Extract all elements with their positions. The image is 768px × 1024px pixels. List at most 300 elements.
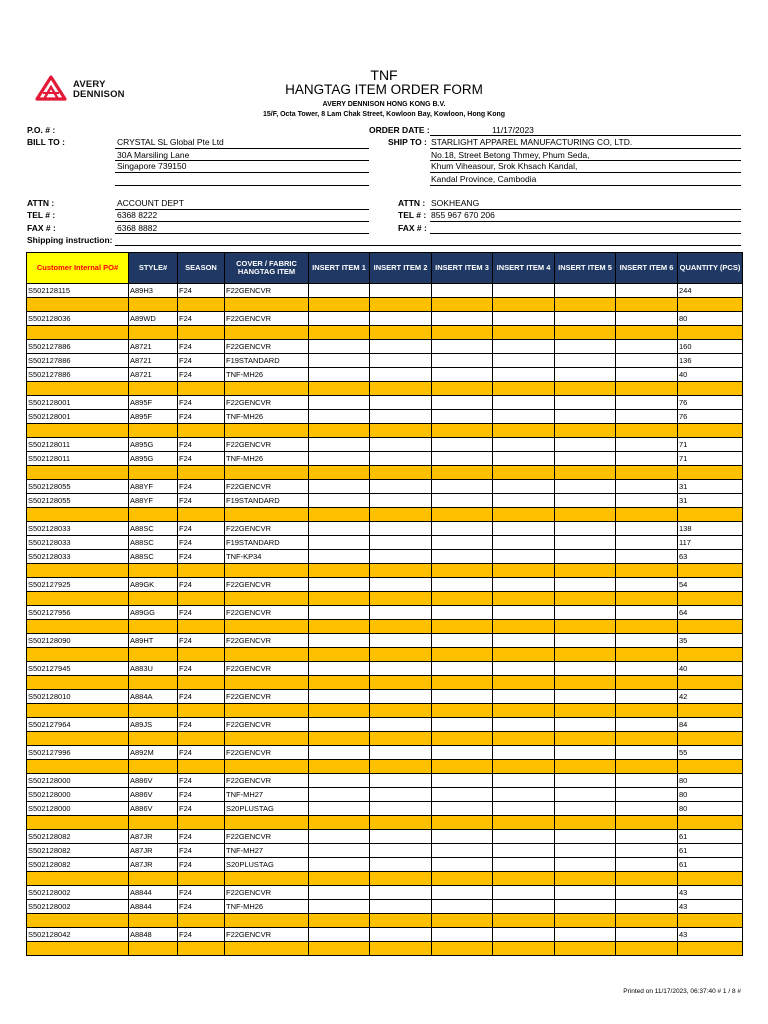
table-row bbox=[27, 746, 743, 760]
cell-customer-po: S502128115 bbox=[27, 284, 129, 298]
separator-cell bbox=[432, 732, 493, 746]
shipping-instruction-label: Shipping instruction: bbox=[27, 235, 113, 245]
table-row bbox=[27, 284, 743, 298]
separator-cell bbox=[555, 942, 616, 956]
separator-cell bbox=[225, 564, 309, 578]
separator-cell bbox=[27, 760, 129, 774]
separator-cell bbox=[129, 914, 178, 928]
cell-style: A886V bbox=[129, 788, 178, 802]
cell-season: F24 bbox=[178, 536, 225, 550]
bill-to-line-3: Singapore 739150 bbox=[117, 161, 187, 171]
separator-cell bbox=[129, 592, 178, 606]
cell-cover-item: TNF-MH27 bbox=[225, 788, 309, 802]
cell-insert-item-2 bbox=[370, 312, 432, 326]
cell-quantity: 80 bbox=[678, 774, 743, 788]
cell-season: F24 bbox=[178, 396, 225, 410]
separator-cell bbox=[27, 326, 129, 340]
cell-insert-item-4 bbox=[493, 900, 555, 914]
separator-cell bbox=[678, 298, 743, 312]
cell-insert-item-3 bbox=[432, 452, 493, 466]
separator-cell bbox=[225, 326, 309, 340]
cell-insert-item-2 bbox=[370, 536, 432, 550]
cell-cover-item: TNF-MH26 bbox=[225, 452, 309, 466]
separator-cell bbox=[27, 466, 129, 480]
separator-cell bbox=[616, 648, 678, 662]
cell-quantity: 43 bbox=[678, 886, 743, 900]
cell-insert-item-3 bbox=[432, 858, 493, 872]
cell-cover-item: TNF-MH26 bbox=[225, 900, 309, 914]
cell-quantity: 136 bbox=[678, 354, 743, 368]
separator-cell bbox=[309, 872, 370, 886]
cell-insert-item-6 bbox=[616, 480, 678, 494]
ship-fax-label: FAX # : bbox=[398, 223, 427, 233]
cell-insert-item-1 bbox=[309, 368, 370, 382]
cell-insert-item-1 bbox=[309, 690, 370, 704]
cell-insert-item-1 bbox=[309, 452, 370, 466]
cell-insert-item-4 bbox=[493, 802, 555, 816]
separator-cell bbox=[370, 732, 432, 746]
separator-cell bbox=[493, 620, 555, 634]
separator-cell bbox=[432, 816, 493, 830]
cell-insert-item-2 bbox=[370, 844, 432, 858]
separator-cell bbox=[432, 704, 493, 718]
cell-quantity: 42 bbox=[678, 690, 743, 704]
separator-cell bbox=[178, 564, 225, 578]
tel-value: 6368 8222 bbox=[117, 210, 158, 220]
separator-cell bbox=[678, 872, 743, 886]
cell-insert-item-4 bbox=[493, 606, 555, 620]
cell-customer-po: S502127945 bbox=[27, 662, 129, 676]
separator-cell bbox=[678, 816, 743, 830]
group-separator-row bbox=[27, 676, 743, 690]
cell-insert-item-1 bbox=[309, 606, 370, 620]
separator-cell bbox=[225, 732, 309, 746]
separator-cell bbox=[493, 508, 555, 522]
cell-style: A8848 bbox=[129, 928, 178, 942]
separator-cell bbox=[27, 424, 129, 438]
cell-cover-item: F22GENCVR bbox=[225, 774, 309, 788]
separator-cell bbox=[178, 704, 225, 718]
cell-insert-item-6 bbox=[616, 830, 678, 844]
separator-cell bbox=[493, 732, 555, 746]
separator-cell bbox=[27, 508, 129, 522]
cell-insert-item-1 bbox=[309, 802, 370, 816]
bill-to-line-1: CRYSTAL SL Global Pte Ltd bbox=[117, 137, 224, 147]
separator-cell bbox=[178, 816, 225, 830]
cell-insert-item-2 bbox=[370, 746, 432, 760]
cell-insert-item-6 bbox=[616, 788, 678, 802]
cell-season: F24 bbox=[178, 606, 225, 620]
cell-insert-item-4 bbox=[493, 550, 555, 564]
separator-cell bbox=[616, 704, 678, 718]
cell-cover-item: F22GENCVR bbox=[225, 284, 309, 298]
cell-insert-item-2 bbox=[370, 410, 432, 424]
cell-insert-item-6 bbox=[616, 802, 678, 816]
cell-insert-item-2 bbox=[370, 368, 432, 382]
separator-cell bbox=[678, 424, 743, 438]
divider bbox=[430, 233, 741, 234]
separator-cell bbox=[129, 620, 178, 634]
divider bbox=[115, 185, 369, 186]
separator-cell bbox=[27, 676, 129, 690]
separator-cell bbox=[370, 326, 432, 340]
separator-cell bbox=[616, 620, 678, 634]
table-row bbox=[27, 396, 743, 410]
table-row bbox=[27, 452, 743, 466]
separator-cell bbox=[178, 872, 225, 886]
separator-cell bbox=[225, 872, 309, 886]
cell-customer-po: S502128042 bbox=[27, 928, 129, 942]
cell-insert-item-1 bbox=[309, 284, 370, 298]
cell-insert-item-4 bbox=[493, 690, 555, 704]
separator-cell bbox=[370, 424, 432, 438]
cell-insert-item-3 bbox=[432, 550, 493, 564]
table-row bbox=[27, 802, 743, 816]
cell-style: A8721 bbox=[129, 368, 178, 382]
separator-cell bbox=[616, 382, 678, 396]
table-row bbox=[27, 410, 743, 424]
cell-insert-item-2 bbox=[370, 522, 432, 536]
separator-cell bbox=[616, 760, 678, 774]
cell-insert-item-6 bbox=[616, 396, 678, 410]
cell-insert-item-4 bbox=[493, 830, 555, 844]
cell-insert-item-4 bbox=[493, 368, 555, 382]
separator-cell bbox=[616, 326, 678, 340]
cell-season: F24 bbox=[178, 830, 225, 844]
tel-label: TEL # : bbox=[27, 210, 56, 220]
cell-insert-item-2 bbox=[370, 830, 432, 844]
cell-insert-item-3 bbox=[432, 606, 493, 620]
cell-customer-po: S502128002 bbox=[27, 900, 129, 914]
separator-cell bbox=[27, 298, 129, 312]
cell-style: A89WD bbox=[129, 312, 178, 326]
separator-cell bbox=[616, 564, 678, 578]
separator-cell bbox=[309, 704, 370, 718]
separator-cell bbox=[493, 816, 555, 830]
separator-cell bbox=[555, 592, 616, 606]
separator-cell bbox=[129, 298, 178, 312]
table-row bbox=[27, 340, 743, 354]
cell-quantity: 61 bbox=[678, 844, 743, 858]
separator-cell bbox=[309, 508, 370, 522]
cell-insert-item-2 bbox=[370, 480, 432, 494]
cell-cover-item: F22GENCVR bbox=[225, 522, 309, 536]
cell-quantity: 31 bbox=[678, 494, 743, 508]
cell-insert-item-5 bbox=[555, 858, 616, 872]
separator-cell bbox=[493, 760, 555, 774]
separator-cell bbox=[225, 620, 309, 634]
cell-season: F24 bbox=[178, 438, 225, 452]
separator-cell bbox=[225, 382, 309, 396]
cell-style: A895F bbox=[129, 396, 178, 410]
cell-insert-item-4 bbox=[493, 312, 555, 326]
table-row bbox=[27, 438, 743, 452]
cell-insert-item-4 bbox=[493, 774, 555, 788]
group-separator-row bbox=[27, 942, 743, 956]
cell-season: F24 bbox=[178, 900, 225, 914]
cell-cover-item: TNF-KP34 bbox=[225, 550, 309, 564]
cell-insert-item-5 bbox=[555, 900, 616, 914]
cell-cover-item: F19STANDARD bbox=[225, 494, 309, 508]
cell-style: A88SC bbox=[129, 536, 178, 550]
cell-season: F24 bbox=[178, 312, 225, 326]
separator-cell bbox=[555, 508, 616, 522]
separator-cell bbox=[27, 648, 129, 662]
cell-insert-item-2 bbox=[370, 858, 432, 872]
group-separator-row bbox=[27, 732, 743, 746]
cell-insert-item-2 bbox=[370, 718, 432, 732]
cell-insert-item-6 bbox=[616, 312, 678, 326]
separator-cell bbox=[225, 760, 309, 774]
cell-insert-item-3 bbox=[432, 494, 493, 508]
cell-customer-po: S502128000 bbox=[27, 774, 129, 788]
separator-cell bbox=[370, 816, 432, 830]
separator-cell bbox=[27, 732, 129, 746]
cell-style: A883U bbox=[129, 662, 178, 676]
cell-insert-item-5 bbox=[555, 886, 616, 900]
separator-cell bbox=[432, 942, 493, 956]
cell-style: A87JR bbox=[129, 844, 178, 858]
cell-insert-item-5 bbox=[555, 690, 616, 704]
cell-cover-item: F22GENCVR bbox=[225, 578, 309, 592]
cell-insert-item-5 bbox=[555, 746, 616, 760]
separator-cell bbox=[493, 592, 555, 606]
separator-cell bbox=[555, 648, 616, 662]
cell-insert-item-1 bbox=[309, 396, 370, 410]
cell-insert-item-1 bbox=[309, 830, 370, 844]
cell-cover-item: TNF-MH26 bbox=[225, 410, 309, 424]
separator-cell bbox=[493, 298, 555, 312]
cell-quantity: 76 bbox=[678, 396, 743, 410]
separator-cell bbox=[432, 872, 493, 886]
cell-insert-item-6 bbox=[616, 844, 678, 858]
cell-insert-item-5 bbox=[555, 438, 616, 452]
cell-insert-item-4 bbox=[493, 396, 555, 410]
cell-insert-item-2 bbox=[370, 690, 432, 704]
cell-style: A895G bbox=[129, 438, 178, 452]
separator-cell bbox=[178, 914, 225, 928]
cell-insert-item-4 bbox=[493, 662, 555, 676]
separator-cell bbox=[129, 760, 178, 774]
cell-season: F24 bbox=[178, 284, 225, 298]
divider bbox=[115, 148, 369, 149]
cell-cover-item: TNF-MH26 bbox=[225, 368, 309, 382]
group-separator-row bbox=[27, 382, 743, 396]
attn-value: ACCOUNT DEPT bbox=[117, 198, 184, 208]
separator-cell bbox=[225, 466, 309, 480]
divider bbox=[430, 148, 741, 149]
separator-cell bbox=[432, 508, 493, 522]
cell-quantity: 80 bbox=[678, 312, 743, 326]
separator-cell bbox=[678, 914, 743, 928]
group-separator-row bbox=[27, 564, 743, 578]
separator-cell bbox=[432, 382, 493, 396]
cell-insert-item-2 bbox=[370, 578, 432, 592]
cell-season: F24 bbox=[178, 788, 225, 802]
separator-cell bbox=[27, 942, 129, 956]
separator-cell bbox=[432, 760, 493, 774]
cell-insert-item-3 bbox=[432, 480, 493, 494]
separator-cell bbox=[678, 942, 743, 956]
cell-style: A88SC bbox=[129, 550, 178, 564]
cell-insert-item-2 bbox=[370, 886, 432, 900]
cell-insert-item-3 bbox=[432, 536, 493, 550]
separator-cell bbox=[616, 466, 678, 480]
cell-cover-item: F22GENCVR bbox=[225, 312, 309, 326]
cell-season: F24 bbox=[178, 578, 225, 592]
cell-season: F24 bbox=[178, 522, 225, 536]
cell-insert-item-4 bbox=[493, 634, 555, 648]
cell-cover-item: F22GENCVR bbox=[225, 928, 309, 942]
table-row bbox=[27, 844, 743, 858]
ship-tel-value: 855 967 670 206 bbox=[431, 210, 495, 220]
table-row bbox=[27, 662, 743, 676]
bill-to-label: BILL TO : bbox=[27, 137, 65, 147]
separator-cell bbox=[309, 942, 370, 956]
cell-insert-item-1 bbox=[309, 522, 370, 536]
order-table-body bbox=[27, 284, 743, 956]
separator-cell bbox=[678, 620, 743, 634]
cell-style: A89HT bbox=[129, 634, 178, 648]
cell-insert-item-1 bbox=[309, 536, 370, 550]
cell-insert-item-5 bbox=[555, 844, 616, 858]
cell-insert-item-1 bbox=[309, 340, 370, 354]
cell-insert-item-2 bbox=[370, 928, 432, 942]
cell-style: A8844 bbox=[129, 900, 178, 914]
cell-cover-item: F22GENCVR bbox=[225, 606, 309, 620]
cell-insert-item-3 bbox=[432, 690, 493, 704]
cell-season: F24 bbox=[178, 718, 225, 732]
separator-cell bbox=[178, 592, 225, 606]
separator-cell bbox=[309, 424, 370, 438]
cell-insert-item-6 bbox=[616, 690, 678, 704]
cell-insert-item-5 bbox=[555, 452, 616, 466]
cell-insert-item-5 bbox=[555, 774, 616, 788]
separator-cell bbox=[432, 424, 493, 438]
separator-cell bbox=[555, 816, 616, 830]
separator-cell bbox=[309, 760, 370, 774]
table-row bbox=[27, 480, 743, 494]
cell-style: A886V bbox=[129, 774, 178, 788]
cell-insert-item-4 bbox=[493, 410, 555, 424]
bill-to-line-2: 30A Marsiling Lane bbox=[117, 150, 190, 160]
cell-quantity: 71 bbox=[678, 452, 743, 466]
separator-cell bbox=[555, 564, 616, 578]
cell-insert-item-6 bbox=[616, 718, 678, 732]
cell-style: A87JR bbox=[129, 858, 178, 872]
table-row bbox=[27, 606, 743, 620]
cell-insert-item-1 bbox=[309, 550, 370, 564]
separator-cell bbox=[555, 466, 616, 480]
cell-insert-item-3 bbox=[432, 522, 493, 536]
divider bbox=[430, 221, 741, 222]
cell-insert-item-5 bbox=[555, 662, 616, 676]
separator-cell bbox=[555, 326, 616, 340]
divider bbox=[430, 135, 741, 136]
separator-cell bbox=[432, 592, 493, 606]
cell-season: F24 bbox=[178, 410, 225, 424]
cell-season: F24 bbox=[178, 774, 225, 788]
cell-customer-po: S502127956 bbox=[27, 606, 129, 620]
separator-cell bbox=[555, 424, 616, 438]
separator-cell bbox=[225, 592, 309, 606]
separator-cell bbox=[309, 564, 370, 578]
cell-insert-item-3 bbox=[432, 662, 493, 676]
group-separator-row bbox=[27, 298, 743, 312]
cell-customer-po: S502128010 bbox=[27, 690, 129, 704]
cell-insert-item-5 bbox=[555, 928, 616, 942]
cell-insert-item-5 bbox=[555, 522, 616, 536]
separator-cell bbox=[309, 592, 370, 606]
table-row bbox=[27, 830, 743, 844]
table-row bbox=[27, 774, 743, 788]
logo-text-line-2: DENNISON bbox=[73, 88, 125, 100]
cell-season: F24 bbox=[178, 480, 225, 494]
cell-insert-item-2 bbox=[370, 340, 432, 354]
separator-cell bbox=[678, 382, 743, 396]
separator-cell bbox=[129, 326, 178, 340]
cell-insert-item-6 bbox=[616, 578, 678, 592]
group-separator-row bbox=[27, 620, 743, 634]
table-row bbox=[27, 886, 743, 900]
cell-insert-item-5 bbox=[555, 536, 616, 550]
cell-customer-po: S502128033 bbox=[27, 522, 129, 536]
cell-style: A88SC bbox=[129, 522, 178, 536]
table-row bbox=[27, 718, 743, 732]
cell-insert-item-4 bbox=[493, 438, 555, 452]
attn-label: ATTN : bbox=[27, 198, 55, 208]
cell-quantity: 40 bbox=[678, 368, 743, 382]
cell-cover-item: F22GENCVR bbox=[225, 634, 309, 648]
cell-insert-item-2 bbox=[370, 802, 432, 816]
separator-cell bbox=[555, 676, 616, 690]
separator-cell bbox=[178, 676, 225, 690]
ship-to-label: SHIP TO : bbox=[388, 137, 427, 147]
cell-customer-po: S502128001 bbox=[27, 396, 129, 410]
column-header-cover-item: COVER / FABRIC HANGTAG ITEM bbox=[225, 253, 309, 284]
cell-quantity: 35 bbox=[678, 634, 743, 648]
cell-insert-item-3 bbox=[432, 340, 493, 354]
group-separator-row bbox=[27, 914, 743, 928]
cell-style: A87JR bbox=[129, 830, 178, 844]
cell-customer-po: S502128055 bbox=[27, 480, 129, 494]
cell-insert-item-1 bbox=[309, 788, 370, 802]
cell-insert-item-5 bbox=[555, 410, 616, 424]
cell-season: F24 bbox=[178, 928, 225, 942]
cell-insert-item-6 bbox=[616, 858, 678, 872]
cell-insert-item-2 bbox=[370, 634, 432, 648]
cell-cover-item: F22GENCVR bbox=[225, 662, 309, 676]
separator-cell bbox=[616, 816, 678, 830]
cell-cover-item: F22GENCVR bbox=[225, 396, 309, 410]
cell-insert-item-1 bbox=[309, 746, 370, 760]
cell-quantity: 71 bbox=[678, 438, 743, 452]
cell-style: A88YF bbox=[129, 494, 178, 508]
table-row bbox=[27, 494, 743, 508]
cell-customer-po: S502128000 bbox=[27, 788, 129, 802]
cell-insert-item-3 bbox=[432, 774, 493, 788]
cell-insert-item-6 bbox=[616, 438, 678, 452]
cell-insert-item-4 bbox=[493, 340, 555, 354]
logo-text-line-1: AVERY bbox=[73, 79, 106, 90]
cell-season: F24 bbox=[178, 340, 225, 354]
cell-insert-item-3 bbox=[432, 634, 493, 648]
cell-customer-po: S502127886 bbox=[27, 354, 129, 368]
cell-insert-item-6 bbox=[616, 606, 678, 620]
group-separator-row bbox=[27, 760, 743, 774]
separator-cell bbox=[493, 564, 555, 578]
cell-insert-item-4 bbox=[493, 536, 555, 550]
